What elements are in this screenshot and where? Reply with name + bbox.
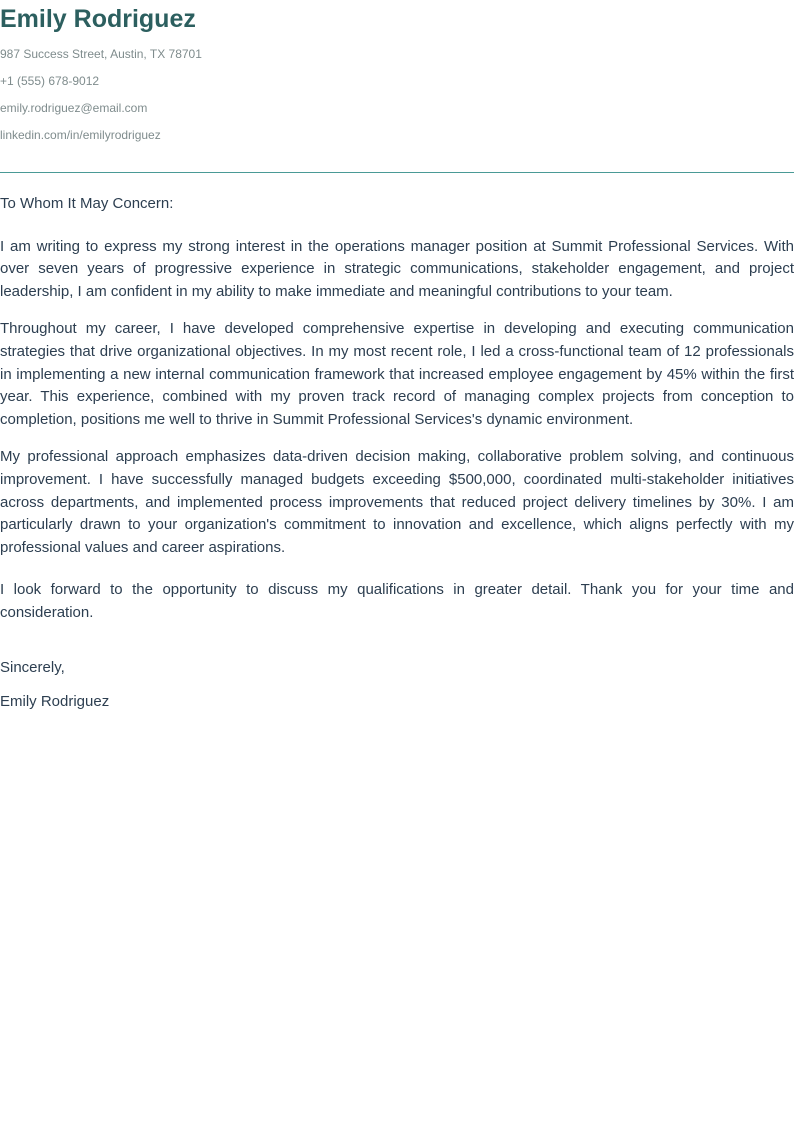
- salutation: To Whom It May Concern:: [0, 195, 174, 212]
- contact-phone: +1 (555) 678-9012: [0, 74, 100, 88]
- letter-body: [0, 193, 794, 624]
- body-paragraph-3: My professional approach emphasizes data-driven decision making, collaborative problem solving, and continuous improvement. I have successfully managed budgets exceeding $500,000, coordinated multi-stakeholder initiatives across departments, and implemented process improvements that reduced project delivery timelines by 30%. I am particularly drawn to your organization's commitment to innovation and excellence, which aligns perfectly with my professional values and career aspirations.: [0, 448, 794, 557]
- header-divider: [0, 172, 794, 173]
- body-paragraph-2: Throughout my career, I have developed comprehensive expertise in developing and executing communication strategies that drive organizational objectives. In my most recent role, I led a cross-functional team of 12 professionals in implementing a new internal communication framework that increased employee engagement by 45% within the first year. This experience, combined with my proven track record of managing complex projects from conception to completion, positions me well to thrive in Summit Professional Services's dynamic environment.: [0, 320, 794, 429]
- contact-info: [0, 47, 794, 142]
- sign-off: Sincerely,: [0, 659, 65, 676]
- contact-email: emily.rodriguez@email.com: [0, 101, 148, 115]
- letter-closing: [0, 657, 109, 713]
- body-paragraph-1: I am writing to express my strong interest in the operations manager position at Summit Professional Services. With over seven years of progressive experience in strategic communications, stakeholder engagement, and project leadership, I am confident in my ability to make immediate and meaningful contributions to your team.: [0, 237, 794, 301]
- contact-address: 987 Success Street, Austin, TX 78701: [0, 47, 202, 61]
- contact-linkedin: linkedin.com/in/emilyrodriguez: [0, 128, 161, 142]
- sender-name: Emily Rodriguez: [0, 5, 196, 33]
- letter-header: [0, 0, 794, 142]
- body-paragraph-4: I look forward to the opportunity to discuss my qualifications in greater detail. Thank you for your time and consideration.: [0, 580, 794, 621]
- signature: Emily Rodriguez: [0, 692, 110, 710]
